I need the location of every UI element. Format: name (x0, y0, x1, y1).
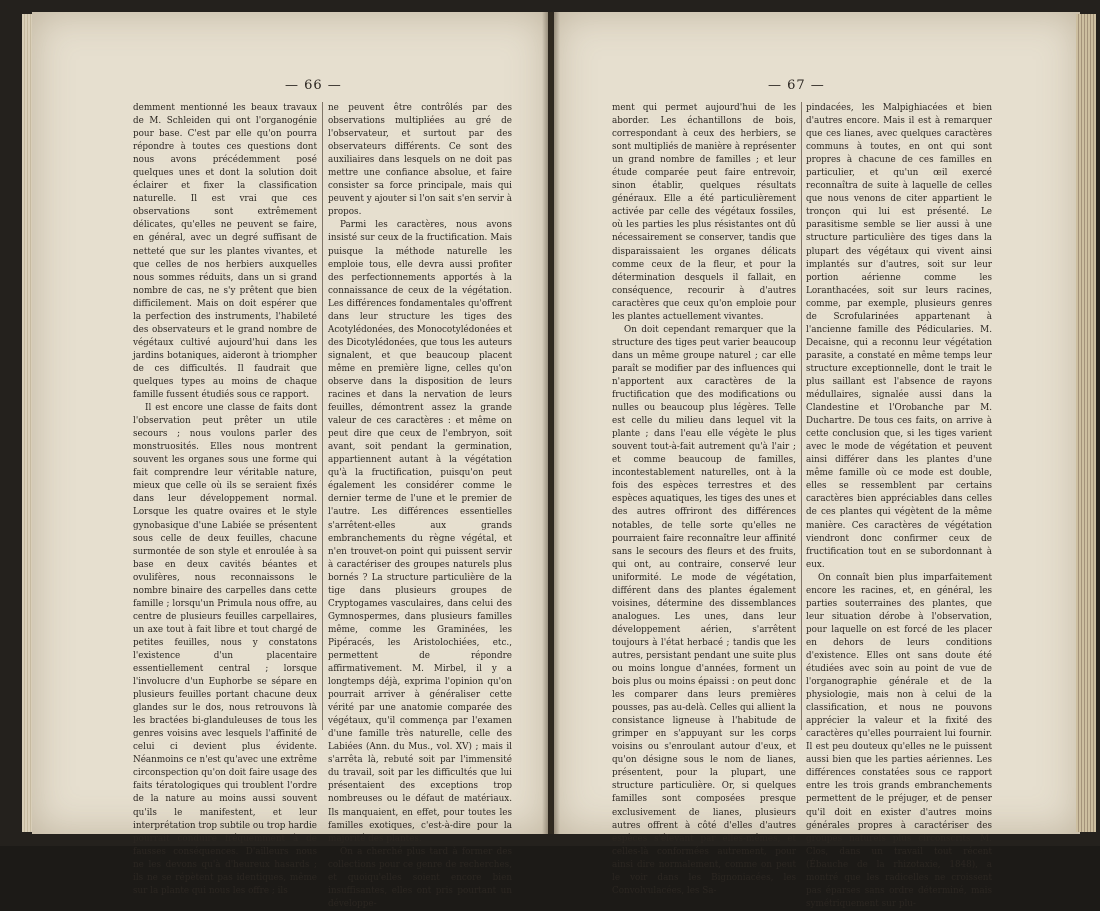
paragraph: ne peuvent être contrôlés par des observations multipliées au gré de l'observateur, et surtout par des observateurs différents. Ce sont des auxiliaires dans lesquels on ne doit pas mettre une confiance absolue, et faire consister sa force principale, mais qui peuvent y ajouter si l'on sait s'en servir à propos. (328, 103, 512, 218)
book-gutter (542, 12, 560, 834)
paragraph: On connaît bien plus imparfaitement encore les racines, et, en général, les parties souterraines des plantes, que leur situation dérobe à l'observation, pour laquelle on est forcé de les placer en dehors de leurs conditions d'existence. Elles ont sans doute été étudiées avec soin au point de vue de l'organographie générale et de la physiologie, mais non à celui de la classification, et nous ne pouvons apprécier la valeur et la fixité des caractères qu'elles pourraient lui fournir. Il est peu douteux qu'elles ne le puissent aussi bien que les parties aériennes. Les différences constatées sous ce rapport entre les trois grands embranchements permettent de le préjuger, et de penser qu'il doit en exister d'autres moins générales propres à caractériser des groupes naturels plus circonscrits. M. Clos, dans un travail tout récent (Ébauche de la rhizotaxie, 1848), a montré que les radicelles ne croissent pas éparses sans ordre déterminé, mais symétriquement sur plu- (806, 572, 992, 909)
page-number-right: — 67 — (768, 78, 825, 93)
right-column-2 (806, 102, 992, 911)
right-column-1 (612, 102, 796, 898)
paragraph: ment qui permet aujourd'hui de les aborder. Les échantillons de bois, correspondant à ceux des herbiers, se sont multipliés de manière à représenter un grand nombre de familles ; et leur étude comparée peut faire entrevoir, sinon établir, quelques résultats généraux. Elle a été particulièrement activée par celle des végétaux fossiles, où les parties les plus résistantes ont dû nécessairement se conserver, tandis que disparaissaient les organes délicats comme ceux de la fleur, et pour la détermination desquels il fallait, en conséquence, recourir à d'autres caractères que ceux qu'on emploie pour les plantes actuellement vivantes. (612, 103, 796, 322)
paragraph: On doit cependant remarquer que la structure des tiges peut varier beaucoup dans un même groupe naturel ; car elle paraît se modifier par des influences qui n'apportent aux caractères de la fructification que des modifications ou nulles ou beaucoup plus légères. Telle est celle du milieu dans lequel vit la plante ; dans l'eau elle végète le plus souvent tout-à-fait autrement qu'à l'air ; et comme beaucoup de familles, incontestablement naturelles, ont à la fois des espèces terrestres et des espèces aquatiques, les tiges des unes et des autres offriront des différences notables, de telle sorte qu'elles ne pourraient faire reconnaître leur affinité sans le secours des fleurs et des fruits, qui ont, au contraire, conservé leur uniformité. Le mode de végétation, différent dans des plantes également voisines, détermine des dissemblances analogues. Les unes, dans leur développement aérien, s'arrêtent toujours à l'état herbacé ; tandis que les autres, persistant pendant une suite plus ou moins longue d'années, forment un bois plus ou moins épaissi : on peut donc les comparer dans leurs premières pousses, pas au-delà. Celles qui allient la consistance ligneuse à l'habitude de grimper en s'appuyant sur les corps voisins ou s'enroulant autour d'eux, et qu'on désigne sous le nom de lianes, présentent, pour la plupart, une structure particulière. Or, si quelques familles sont composées presque exclusivement de lianes, plusieurs autres offrent à côté d'elles d'autres espèces s'élevant par elles-mêmes, et celles-là conformées autrement, pour ainsi dire normalement, comme on peut le voir dans les Bignoniacées, les Convolvulacées, les Sa- (612, 324, 796, 896)
right-page-edges (1076, 14, 1096, 832)
paragraph: Il est encore une classe de faits dont l'observation peut prêter un utile secours ; nous voulons parler des monstruosités. Elles nous montrent souvent les organes sous une forme qui fait comprendre leur véritable nature, mieux que celle où ils se seraient fixés dans leur développement normal. Lorsque les quatre ovaires et le style gynobasique d'une Labiée se présentent sous celle de deux feuilles, chacune surmontée de son style et enroulée à sa base en deux cavités béantes et ovulifères, nous reconnaissons le nombre binaire des carpelles dans cette famille ; lorsqu'un Primula nous offre, au centre de plusieurs feuilles carpellaires, un axe tout à fait libre et tout chargé de petites feuilles, nous y constatons l'existence d'un placentaire essentiellement central ; lorsque l'involucre d'un Euphorbe se sépare en plusieurs feuilles portant chacune deux glandes sur le dos, nous retrouvons là les bractées bi-glanduleuses de tous les genres voisins avec lesquels l'affinité de celui ci devient plus évidente. Néanmoins ce n'est qu'avec une extrême circonspection qu'on doit faire usage des faits tératologiques qui troublent l'ordre de la nature au moins aussi souvent qu'ils le manifestent, et leur interprétation trop subtile ou trop hardie pourrait conduire fréquemment à de fausses conséquences. D'ailleurs nous ne les devons qu'à d'heureux hasards ; ils ne se répètent pas identiques, même sur la plante qui nous les offre ; ils (133, 403, 317, 896)
left-column-2 (328, 102, 512, 911)
column-divider (801, 102, 802, 730)
left-column-1 (133, 102, 317, 898)
column-divider (322, 102, 323, 730)
paragraph: Parmi les caractères, nous avons insisté sur ceux de la fructification. Mais puisque la méthode naturelle les emploie tous, elle devra aussi profiter des perfectionnements apportés à la connaissance de ceux de la végétation. Les différences fondamentales qu'offrent dans leur structure les tiges des Acotylédonées, des Monocotylédonées et des Dicotylédonées, que tous les auteurs signalent, et que beaucoup placent même en première ligne, celles qu'on observe dans la disposition de leurs racines et dans la nervation de leurs feuilles, démontrent assez la grande valeur de ces caractères : et même on peut dire que ceux de l'embryon, soit avant, soit pendant la germination, appartiennent autant à la végétation qu'à la fructification, puisqu'on peut également les considérer comme le dernier terme de l'une et le premier de l'autre. Les différences essentielles s'arrêtent-elles aux grands embranchements du règne végétal, et n'en trouvet-on point qui puissent servir à caractériser des groupes naturels plus bornés ? La structure particulière de la tige dans plusieurs groupes de Cryptogames vasculaires, dans celui des Gymnospermes, dans plusieurs familles même, comme les Graminées, les Pipéracés, les Aristolochiées, etc., permettent de répondre affirmativement. M. Mirbel, il y a longtemps déjà, exprima l'opinion qu'on pourrait arriver à généraliser cette vérité par une anatomie comparée des végétaux, qu'il commença par l'examen d'une famille très naturelle, celle des Labiées (Ann. du Mus., vol. XV) ; mais il s'arrêta là, rebuté soit par l'immensité du travail, soit par les difficultés que lui présentaient des exceptions trop nombreuses ou le défaut de matériaux. Ils manquaient, en effet, pour toutes les familles exotiques, c'est-à-dire pour la majorité des plantes. (328, 220, 512, 844)
paragraph: pindacées, les Malpighiacées et bien d'autres encore. Mais il est à remarquer que ces lianes, avec quelques caractères communs à toutes, en ont qui sont propres à chacune de ces familles en particulier, et qu'un œil exercé reconnaîtra de suite à laquelle de celles que nous venons de citer appartient le tronçon qui lui est présenté. Le parasitisme semble se lier aussi à une structure particulière des tiges dans la plupart des végétaux qui vivent ainsi implantés sur d'autres, soit sur leur portion aérienne comme les Loranthacées, soit sur leurs racines, comme, par exemple, plusieurs genres de Scrofularinées appartenant à l'ancienne famille des Pédicularies. M. Decaisne, qui a reconnu leur végétation parasite, a constaté en même temps leur structure exceptionnelle, dont le trait le plus saillant est l'absence de rayons médullaires, signalée aussi dans la Clandestine et l'Orobanche par M. Duchartre. De tous ces faits, on arrive à cette conclusion que, si les tiges varient avec le mode de végétation et peuvent ainsi différer dans les plantes d'une même famille où ce mode est double, elles se ressemblent par certains caractères bien appréciables dans celles de ces plantes qui végètent de la même manière. Ces caractères de végétation viendront donc confirmer ceux de fructification tout en se subordonnant à eux. (806, 103, 992, 570)
paragraph: On a cherché plus tard à former des collections pour ce genre de recherches, et quoiqu'elles soient encore bien insuffisantes, elles ont pris pourtant un développe- (328, 846, 512, 909)
page-number-left: — 66 — (285, 78, 342, 93)
paragraph: demment mentionné les beaux travaux de M. Schleiden qui ont l'organogénie pour base. C'est par elle qu'on pourra répondre à toutes ces questions dont nous avons précédemment posé quelques unes et dont la solution doit éclairer et fixer la classification naturelle. Il est vrai que ces observations sont extrêmement délicates, qu'elles ne peuvent se faire, en général, avec un degré suffisant de netteté que sur les plantes vivantes, et que celles de nos herbiers auxquelles nous sommes réduits, dans un si grand nombre de cas, ne s'y prêtent que bien difficilement. Mais on doit espérer que la perfection des instruments, l'habileté des observateurs et le grand nombre de végétaux cultivé aujourd'hui dans les jardins botaniques, aideront à triompher de ces difficultés. Il faudrait que quelques types au moins de chaque famille fussent étudiés sous ce rapport. (133, 103, 317, 401)
